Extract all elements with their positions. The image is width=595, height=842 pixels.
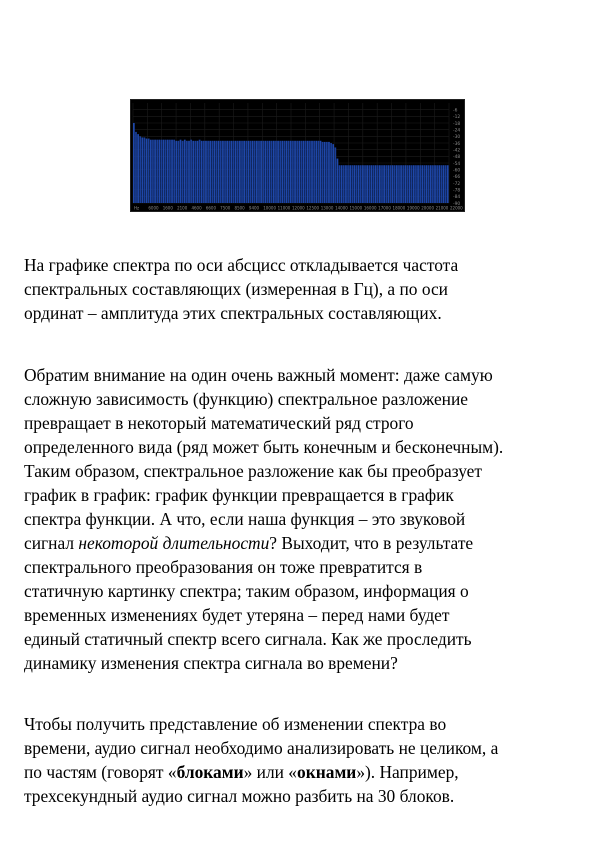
spectrum-bar <box>334 147 336 203</box>
spectrum-bar <box>133 123 135 203</box>
spectrum-bar <box>171 140 173 203</box>
spectrum-bar <box>277 141 279 203</box>
spectrum-bar <box>192 141 194 203</box>
x-tick-label: 15000 <box>349 205 363 211</box>
spectrum-bar <box>341 165 343 203</box>
spectrum-bar <box>167 140 169 203</box>
spectrum-bar <box>322 142 324 203</box>
spectrum-bar <box>413 165 415 203</box>
y-tick-label: -78 <box>453 188 461 194</box>
spectrum-bar <box>354 165 356 203</box>
text-line: единый статичный спектр всего сигнала. Как же проследить <box>24 629 472 649</box>
spectrum-bar <box>339 165 341 203</box>
text-line: Чтобы получить представление об изменении спектра во <box>24 714 447 734</box>
y-tick-label: -36 <box>453 141 461 147</box>
spectrum-bar <box>445 165 447 203</box>
spectrum-bar <box>237 141 239 203</box>
spectrum-bar <box>415 165 417 203</box>
spectrum-bar <box>173 140 175 203</box>
spectrum-bar <box>390 165 392 203</box>
y-tick-label: -48 <box>453 155 461 161</box>
spectrum-bar <box>144 137 146 203</box>
text-line: определенного вида (ряд может быть конечным и бесконечным). <box>24 437 504 457</box>
spectrum-bar <box>222 141 224 203</box>
spectrum-bar <box>419 165 421 203</box>
spectrum-bar <box>233 141 235 203</box>
spectrum-bar <box>150 140 152 203</box>
spectrum-bar <box>243 141 245 203</box>
spectrum-bar <box>264 141 266 203</box>
spectrum-bar <box>254 141 256 203</box>
spectrum-bar <box>438 165 440 203</box>
spectrum-chart <box>130 99 465 212</box>
bold-term-blocks: блоками <box>176 762 244 782</box>
spectrum-bar <box>258 141 260 203</box>
spectrum-bar <box>368 165 370 203</box>
spectrum-bar <box>195 141 197 203</box>
x-tick-label: 10000 <box>263 205 277 211</box>
spectrum-bar <box>273 141 275 203</box>
spectrum-bar <box>443 165 445 203</box>
spectrum-bar <box>245 141 247 203</box>
spectrum-svg <box>131 100 464 211</box>
spectrum-bar <box>152 140 154 203</box>
x-tick-label: 8500 <box>234 205 245 211</box>
spectrum-bar <box>256 141 258 203</box>
spectrum-bar <box>239 141 241 203</box>
y-tick-label: -42 <box>453 148 461 154</box>
spectrum-bar <box>292 141 294 203</box>
spectrum-bar <box>345 165 347 203</box>
spectrum-bar <box>434 165 436 203</box>
spectrum-bar <box>186 141 188 203</box>
spectrum-bar <box>182 141 184 203</box>
text-segment: » или « <box>243 762 298 782</box>
text-line: статичную картинку спектра; таким образом, информация о <box>24 581 469 601</box>
x-tick-label: 11000 <box>277 205 291 211</box>
spectrum-bar <box>262 141 264 203</box>
spectrum-bar <box>175 141 177 203</box>
spectrum-bar <box>411 165 413 203</box>
spectrum-bar <box>313 141 315 203</box>
x-tick-label: 21000 <box>435 205 449 211</box>
spectrum-bar <box>290 141 292 203</box>
spectrum-bar <box>337 159 339 203</box>
spectrum-bar <box>235 141 237 203</box>
y-tick-label: -24 <box>453 128 461 134</box>
spectrum-bar <box>271 141 273 203</box>
y-tick-label: -30 <box>453 135 461 141</box>
spectrum-bar <box>421 165 423 203</box>
text-line <box>24 531 584 555</box>
spectrum-bar <box>163 140 165 203</box>
text-line: превращает в некоторый математический ряд строго <box>24 413 414 433</box>
spectrum-bar <box>356 165 358 203</box>
spectrum-bar <box>228 141 230 203</box>
spectrum-bar <box>377 165 379 203</box>
spectrum-bar <box>241 141 243 203</box>
spectrum-bar <box>402 165 404 203</box>
spectrum-bar <box>296 141 298 203</box>
spectrum-bar <box>447 165 449 203</box>
spectrum-bar <box>343 165 345 203</box>
text-segment: по частям (говорят « <box>24 762 177 782</box>
spectrum-bar <box>385 165 387 203</box>
spectrum-bar <box>328 142 330 203</box>
spectrum-bar <box>409 165 411 203</box>
x-tick-label: 20000 <box>421 205 435 211</box>
y-tick-label: -66 <box>453 175 461 181</box>
x-tick-labels <box>134 206 463 211</box>
spectrum-bar <box>201 141 203 203</box>
y-tick-label: -84 <box>453 195 461 201</box>
spectrum-bar <box>396 165 398 203</box>
spectrum-bar <box>426 165 428 203</box>
bold-term-windows: окнами <box>297 762 357 782</box>
spectrum-bar <box>260 141 262 203</box>
spectrum-bar <box>301 141 303 203</box>
spectrum-bar <box>188 141 190 203</box>
spectrum-bar <box>207 141 209 203</box>
spectrum-bar <box>428 165 430 203</box>
y-tick-label: -90 <box>453 201 461 207</box>
x-tick-label: 22000 <box>450 205 463 211</box>
y-tick-label: -12 <box>453 115 461 121</box>
spectrum-bar <box>430 165 432 203</box>
x-tick-label: 12000 <box>292 205 305 211</box>
x-tick-label: 18000 <box>392 205 406 211</box>
spectrum-bar <box>351 165 353 203</box>
spectrum-bar <box>154 140 156 203</box>
text-line: На графике спектра по оси абсцисс откладывается частота <box>24 255 459 275</box>
spectrum-bar <box>211 141 213 203</box>
spectrum-bar <box>349 165 351 203</box>
spectrum-bar <box>220 141 222 203</box>
text-segment: сигнал <box>24 533 79 553</box>
x-tick-label: 12500 <box>306 205 320 211</box>
spectrum-bar <box>298 141 300 203</box>
spectrum-bar <box>248 141 250 203</box>
spectrum-bar <box>392 165 394 203</box>
y-tick-label: -72 <box>453 181 461 187</box>
spectrum-bar <box>424 165 426 203</box>
x-tick-label: 19000 <box>406 205 420 211</box>
spectrum-bar <box>303 141 305 203</box>
spectrum-bar <box>178 141 180 203</box>
spectrum-bar <box>326 142 328 203</box>
text-line: сложную зависимость (функцию) спектральное разложение <box>24 389 468 409</box>
spectrum-bar <box>197 141 199 203</box>
text-line: спектрального преобразования он тоже превратится в <box>24 557 423 577</box>
spectrum-bar <box>267 141 269 203</box>
spectrum-bar <box>199 140 201 203</box>
spectrum-bar <box>330 143 332 203</box>
spectrum-bar <box>158 140 160 203</box>
spectrum-bar <box>309 141 311 203</box>
text-line: Обратим внимание на один очень важный момент: даже самую <box>24 365 493 385</box>
spectrum-bar <box>288 141 290 203</box>
spectrum-bar <box>226 141 228 203</box>
spectrum-bar <box>371 165 373 203</box>
spectrum-bar <box>324 142 326 203</box>
spectrum-bar <box>388 165 390 203</box>
spectrum-bar <box>139 136 141 203</box>
spectrum-bar <box>441 165 443 203</box>
spectrum-bar <box>214 141 216 203</box>
spectrum-bar <box>148 139 150 203</box>
x-tick-label: 6000 <box>148 205 159 211</box>
spectrum-bar <box>184 140 186 203</box>
spectrum-bar <box>275 141 277 203</box>
spectrum-bar <box>318 141 320 203</box>
text-line: временных изменениях будет утеряна – перед нами будет <box>24 605 450 625</box>
spectrum-bar <box>224 141 226 203</box>
spectrum-bar <box>347 165 349 203</box>
spectrum-bar <box>286 141 288 203</box>
spectrum-bar <box>362 165 364 203</box>
spectrum-bar <box>146 139 148 203</box>
x-tick-label: 13000 <box>320 205 334 211</box>
spectrum-bar <box>404 165 406 203</box>
text-line <box>24 760 584 784</box>
spectrum-bar <box>320 141 322 203</box>
spectrum-bar <box>252 141 254 203</box>
spectrum-bar <box>398 165 400 203</box>
spectrum-bar <box>250 141 252 203</box>
spectrum-bar <box>216 141 218 203</box>
x-tick-label: 7500 <box>220 205 231 211</box>
spectrum-bar <box>209 141 211 203</box>
paragraph-windowing <box>24 712 584 808</box>
spectrum-bar <box>161 140 163 203</box>
text-line: трехсекундный аудио сигнал можно разбить на 30 блоков. <box>24 786 455 806</box>
text-line: времени, аудио сигнал необходимо анализировать не целиком, а <box>24 738 499 758</box>
text-line: спектра функции. А что, если наша функция – это звуковой <box>24 509 466 529</box>
spectrum-bar <box>417 165 419 203</box>
spectrum-bar <box>156 140 158 203</box>
spectrum-bar <box>269 141 271 203</box>
x-tick-label: 6600 <box>205 205 217 211</box>
paragraph-spectral-decomposition <box>24 363 584 675</box>
x-tick-label: 1600 <box>162 205 173 211</box>
spectrum-bar <box>358 165 360 203</box>
spectrum-bar <box>294 141 296 203</box>
spectrum-bar <box>407 165 409 203</box>
text-line: ординат – амплитуда этих спектральных составляющих. <box>24 303 442 323</box>
spectrum-bar <box>284 141 286 203</box>
spectrum-bar <box>137 134 139 203</box>
spectrum-bar <box>394 165 396 203</box>
spectrum-bar <box>360 165 362 203</box>
spectrum-bar <box>231 141 233 203</box>
spectrum-bar <box>218 141 220 203</box>
text-segment: »). Например, <box>356 762 459 782</box>
x-tick-label: 9400 <box>248 205 260 211</box>
paragraph-spectrum-axes <box>24 253 584 325</box>
x-tick-label: Hz <box>134 205 140 211</box>
text-line: спектральных составляющих (измеренная в Гц), а по оси <box>24 279 448 299</box>
spectrum-bar <box>315 141 317 203</box>
spectrum-bar <box>180 140 182 203</box>
spectrum-bar <box>364 165 366 203</box>
spectrum-bar <box>332 144 334 203</box>
y-tick-label: -6 <box>453 108 458 114</box>
x-tick-label: 4600 <box>191 205 202 211</box>
spectrum-bar <box>307 141 309 203</box>
spectrum-bar <box>375 165 377 203</box>
x-tick-label: 14000 <box>335 205 348 211</box>
spectrum-bar <box>366 165 368 203</box>
spectrum-bar <box>165 140 167 203</box>
spectrum-bar <box>169 140 171 203</box>
x-tick-label: 17000 <box>378 205 391 211</box>
text-line: график в график: график функции превращается в график <box>24 485 454 505</box>
spectrum-bar <box>190 140 192 203</box>
spectrum-bar <box>381 165 383 203</box>
spectrum-bar <box>379 165 381 203</box>
y-tick-label: -54 <box>453 161 461 167</box>
x-tick-label: 16000 <box>363 205 377 211</box>
y-tick-label: -60 <box>453 168 461 174</box>
text-line: динамику изменения спектра сигнала во времени? <box>24 653 398 673</box>
spectrum-bar <box>432 165 434 203</box>
text-segment: ? Выходит, что в результате <box>269 533 474 553</box>
spectrum-bar <box>311 141 313 203</box>
y-tick-labels <box>453 107 460 206</box>
spectrum-bar <box>279 141 281 203</box>
x-tick-label: 2100 <box>177 205 188 211</box>
y-tick-label: -18 <box>453 121 461 127</box>
spectrum-bar <box>135 132 137 203</box>
spectrum-bar <box>141 137 143 203</box>
spectrum-bar <box>400 165 402 203</box>
spectrum-bar <box>383 165 385 203</box>
spectrum-bar <box>373 165 375 203</box>
text-line: Таким образом, спектральное разложение как бы преобразует <box>24 461 482 481</box>
spectrum-bar <box>203 141 205 203</box>
spectrum-bar <box>205 141 207 203</box>
spectrum-bar <box>436 165 438 203</box>
spectrum-bar <box>281 141 283 203</box>
spectrum-bar <box>305 141 307 203</box>
italic-phrase: некоторой длительности <box>78 533 270 553</box>
